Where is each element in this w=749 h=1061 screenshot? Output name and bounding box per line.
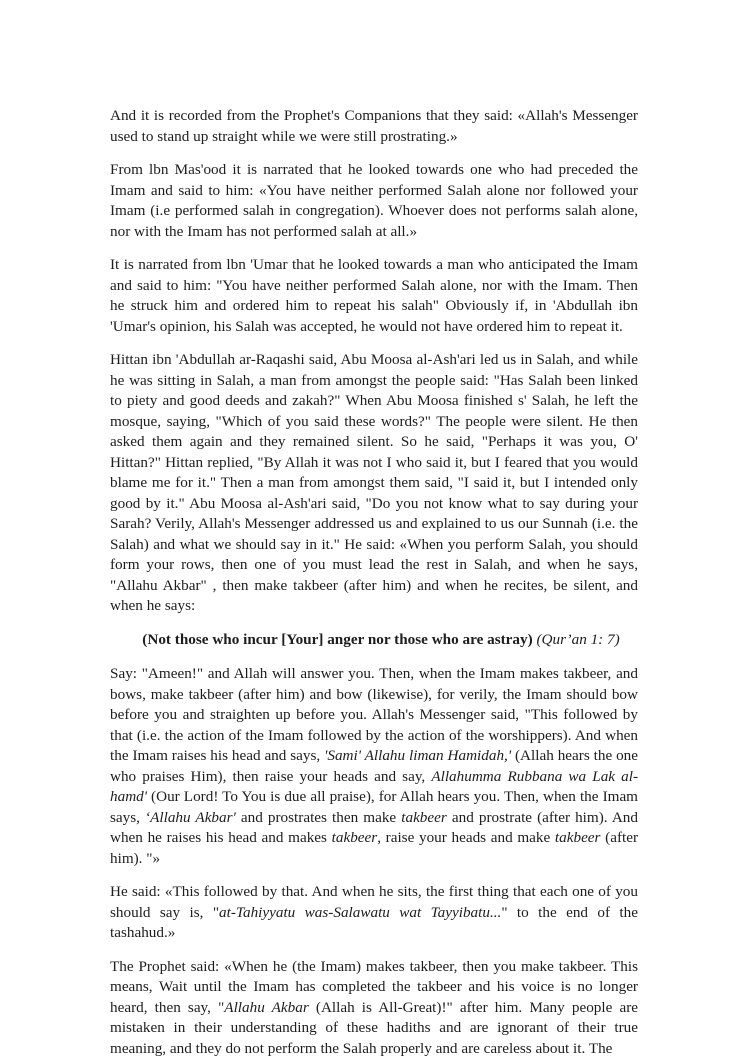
paragraph-takbeer-explanation: The Prophet said: «When he (the Imam) makes takbeer, then you make takbeer. This means, Wait until the Imam has completed the takbeer and his voice is no longer heard, then say, "Allahu Akbar (Allah is All-Great)!" after him. Many people are mistaken in their understanding of these hadiths and are ignorant of their true meaning, and they do not perform the Salah properly and are careless about it. The (110, 957, 639, 1057)
paragraph-ibn-umar-narration: It is narrated from lbn 'Umar that he looked towards a man who anticipated the Imam and said to him: "You have neither performed Salah alone, nor with the Imam. Then he struck him and ordered him to repeat his salah" Obviously if, in 'Abdullah ibn 'Umar's opinion, his Salah was accepted, he would not have ordered him to repeat it. (110, 256, 638, 335)
quran-verse-line: (Not those who incur [Your] anger nor those who are astray) (Qur’an 1: 7) (142, 630, 620, 648)
paragraph-tashahud-instruction: He said: «This followed by that. And when he sits, the first thing that each one of you should say is, "at-Tahiyyatu was-Salawatu wat Tayyibatu..." to the end of the tashahud.» (110, 883, 638, 941)
paragraph-ameen-instructions: Say: "Ameen!" and Allah will answer you. Then, when the Imam makes takbeer, and bows, make takbeer (after him) and bow (likewise), for verily, the Imam should bow before you and straighten up before you. Allah's Messenger said, "This followed by that (i.e. the action of the Imam followed by the action of the worshippers). And when the Imam raises his head and says, 'Sami' Allahu liman Hamidah,' (Allah hears the one who praises Him), then raise your heads and say, Allahumma Rubbana wa Lak al-hamd' (Our Lord! To You is due all praise), for Allah hears you. Then, when the Imam says, ‘Allahu Akbar' and prostrates then make takbeer and prostrate (after him). And when he raises his head and makes takbeer, raise your heads and make takbeer (after him). "» (110, 665, 639, 867)
document-content (110, 106, 638, 1059)
paragraph-companions-prostrating: And it is recorded from the Prophet's Companions that they said: «Allah's Messenger used to stand up straight while we were still prostrating.» (110, 107, 638, 145)
paragraph-hittan-story: Hittan ibn 'Abdullah ar-Raqashi said, Abu Moosa al-Ash'ari led us in Salah, and while he was sitting in Salah, a man from amongst the people said: "Has Salah been linked to piety and good deeds and zakah?" When Abu Moosa finished s' Salah, he left the mosque, saying, "Which of you said these words?" The people were silent. He then asked them again and they remained silent. So he said, "Perhaps it was you, O' Hittan?" Hittan replied, "By Allah it was not I who said it, but I feared that you would blame me for it." Then a man from amongst them said, "I said it, but I intended only good by it." Abu Moosa al-Ash'ari said, "Do you not know what to say during your Sarah? Verily, Allah's Messenger addressed us and explained to us our Sunnah (i.e. the Salah) and what we should say in it." He said: «When you perform Salah, you should form your rows, then one of you must lead the rest in Salah, and when he says, "Allahu Akbar" , then make takbeer (after him) and when he recites, be silent, and when he says: (110, 351, 638, 614)
paragraph-ibn-masood-narration: From lbn Mas'ood it is narrated that he looked towards one who had preceded the Imam and said to him: «You have neither performed Salah alone nor followed your Imam (i.e performed salah in congregation). Whoever does not performs salah alone, nor with the Imam has not performed salah at all.» (110, 161, 638, 240)
